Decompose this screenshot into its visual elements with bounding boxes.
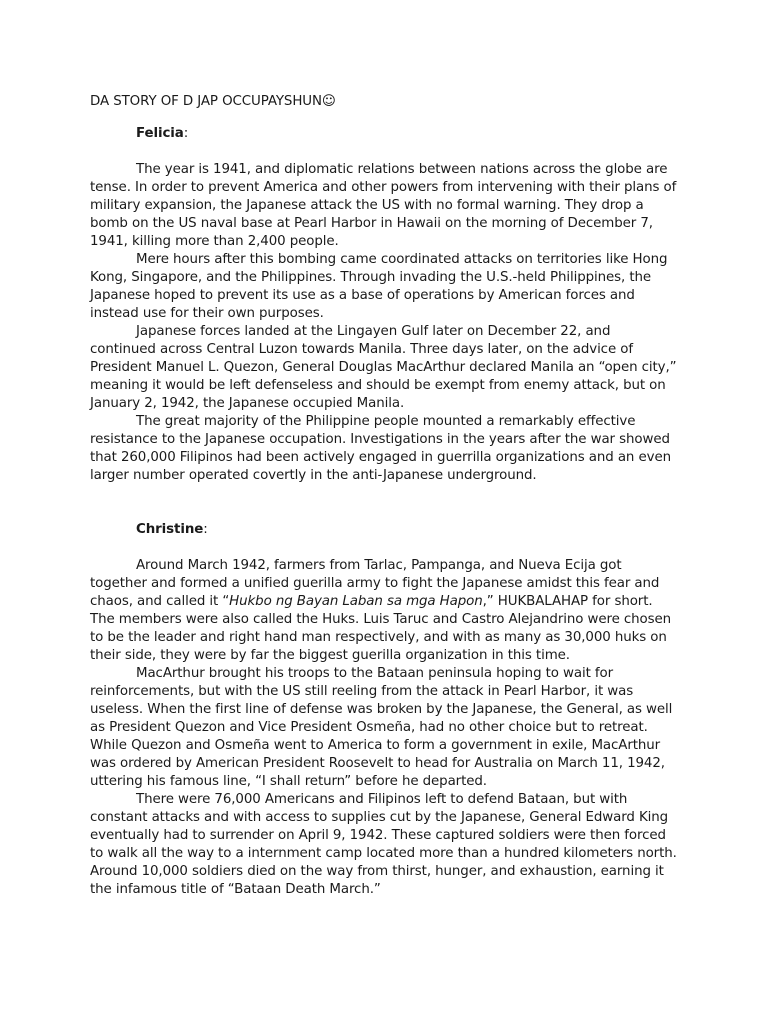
speaker-colon: : bbox=[203, 522, 208, 537]
paragraph: MacArthur brought his troops to the Bataan peninsula hoping to wait for reinforcements, but with the US still reeling from the attack in Pearl Harbor, it was useless. When the first line of defense was broken by the Japanese, the General, as well as President Quezon and Vice President Osmeña, had no other choice but to retreat. While Quezon and Osmeña went to America to form a government in exile, MacArthur was ordered by American President Roosevelt to head for Australia on March 11, 1942, uttering his famous line, “I shall return” before he departed. bbox=[90, 666, 673, 789]
paragraph-text: ,” HUKBALAHAP for short. The members were also called the Huks. Luis Taruc and Castro Alejandrino were chosen to be the leader and right hand man respectively, and with as many as 30,000 huks on their side, they were by far the biggest guerilla organization in this time. bbox=[90, 594, 672, 663]
paragraph: Japanese forces landed at the Lingayen Gulf later on December 22, and continued across Central Luzon towards Manila. Three days later, on the advice of President Manuel L. Quezon, General Douglas MacArthur declared Manila an “open city,” meaning it would be left defenseless and should be exempt from enemy attack, but on January 2, 1942, the Japanese occupied Manila. bbox=[90, 324, 677, 411]
paragraph-hukbalahap bbox=[90, 557, 680, 665]
document-page bbox=[90, 93, 680, 899]
speaker-colon: : bbox=[183, 126, 189, 141]
paragraph-text: Around March 1942, farmers from Tarlac, Pampanga, and Nueva Ecija got together and formed a unified guerilla army to fight the Japanese amidst this fear and chaos, and called it “ bbox=[90, 558, 660, 609]
italic-term: Hukbo ng Bayan Laban sa mga Hapon bbox=[229, 594, 483, 609]
paragraph: The great majority of the Philippine people mounted a remarkably effective resistance to the Japanese occupation. Investigations in the years after the war showed that 260,000 Filipinos had been actively engaged in guerrilla organizations and an even larger number operated covertly in the anti-Japanese underground. bbox=[90, 414, 671, 483]
document-title bbox=[90, 93, 680, 111]
paragraph: Mere hours after this bombing came coordinated attacks on territories like Hong Kong, Singapore, and the Philippines. Through invading the U.S.-held Philippines, the Japanese hoped to prevent its use as a base of operations by American forces and instead use for their own purposes. bbox=[90, 252, 668, 321]
paragraph: There were 76,000 Americans and Filipinos left to defend Bataan, but with constant attacks and with access to supplies cut by the Japanese, General Edward King eventually had to surrender on April 9, 1942. These captured soldiers were then forced to walk all the way to a internment camp located more than a hundred kilometers north. Around 10,000 soldiers died on the way from thirst, hunger, and exhaustion, earning it the infamous title of “Bataan Death March.” bbox=[90, 792, 677, 897]
speaker-heading-felicia bbox=[90, 125, 680, 143]
speaker-name: Christine bbox=[136, 522, 204, 537]
speaker-heading-christine bbox=[90, 521, 680, 539]
title-text: DA STORY OF D JAP OCCUPAYSHUN bbox=[90, 94, 322, 109]
section-spacer bbox=[90, 485, 680, 521]
paragraph: The year is 1941, and diplomatic relations between nations across the globe are tense. In order to prevent America and other powers from intervening with their plans of military expansion, the Japanese attack the US with no formal warning. They drop a bomb on the US naval base at Pearl Harbor in Hawaii on the morning of December 7, 1941, killing more than 2,400 people. bbox=[90, 162, 677, 249]
speaker-name: Felicia bbox=[136, 126, 184, 141]
smiley-icon: ☺ bbox=[321, 94, 336, 109]
